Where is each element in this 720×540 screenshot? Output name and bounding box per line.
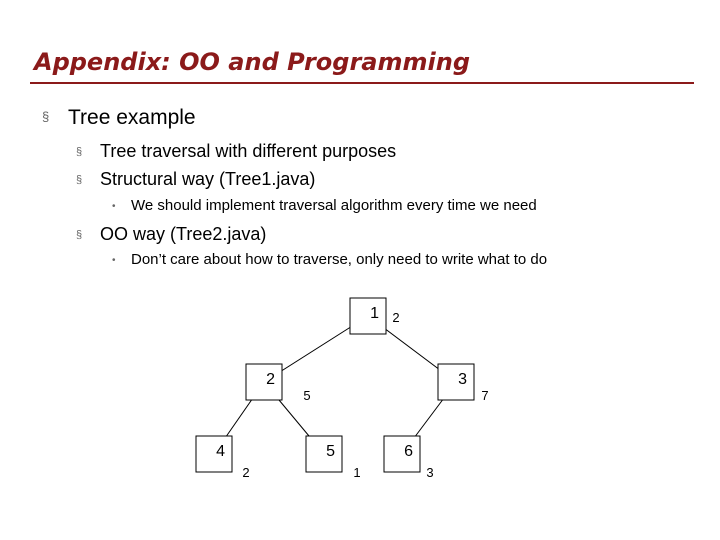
tree-node-label: 6 — [404, 443, 413, 460]
tree-node-weight: 7 — [481, 388, 489, 403]
bullet-marker: § — [42, 109, 50, 124]
bullet-text: Don’t care about how to traverse, only need to write what to do — [131, 251, 548, 268]
bullet-text: Structural way (Tree1.java) — [100, 169, 316, 189]
tree-node-weight: 2 — [242, 465, 250, 480]
bullet-marker: § — [76, 174, 83, 186]
tree-node-weight: 3 — [426, 465, 434, 480]
bullet-marker: § — [76, 229, 83, 241]
bullet-text: Tree example — [68, 106, 196, 129]
bullet-marker: • — [112, 201, 116, 212]
tree-node-label: 4 — [216, 443, 225, 460]
tree-node-box — [438, 364, 474, 400]
tree-node-weight: 5 — [303, 388, 311, 403]
bullet-text: We should implement traversal algorithm every time we need — [131, 197, 537, 214]
tree-node-box — [246, 364, 282, 400]
tree-node-box — [196, 436, 232, 472]
tree-node-label: 3 — [458, 371, 467, 388]
tree-node-weight: 1 — [353, 465, 361, 480]
tree-node-label: 1 — [370, 305, 379, 322]
tree-node-weight: 2 — [392, 310, 400, 325]
bullet-marker: § — [76, 146, 83, 158]
tree-node-box — [306, 436, 342, 472]
tree-node-label: 2 — [266, 371, 275, 388]
bullet-text: OO way (Tree2.java) — [100, 224, 267, 244]
bullet-marker: • — [112, 255, 116, 266]
slide-title: Appendix: OO and Programming — [34, 48, 471, 76]
tree-node-label: 5 — [326, 443, 335, 460]
tree-node-box — [384, 436, 420, 472]
tree-node-box — [350, 298, 386, 334]
bullet-text: Tree traversal with different purposes — [100, 141, 397, 161]
